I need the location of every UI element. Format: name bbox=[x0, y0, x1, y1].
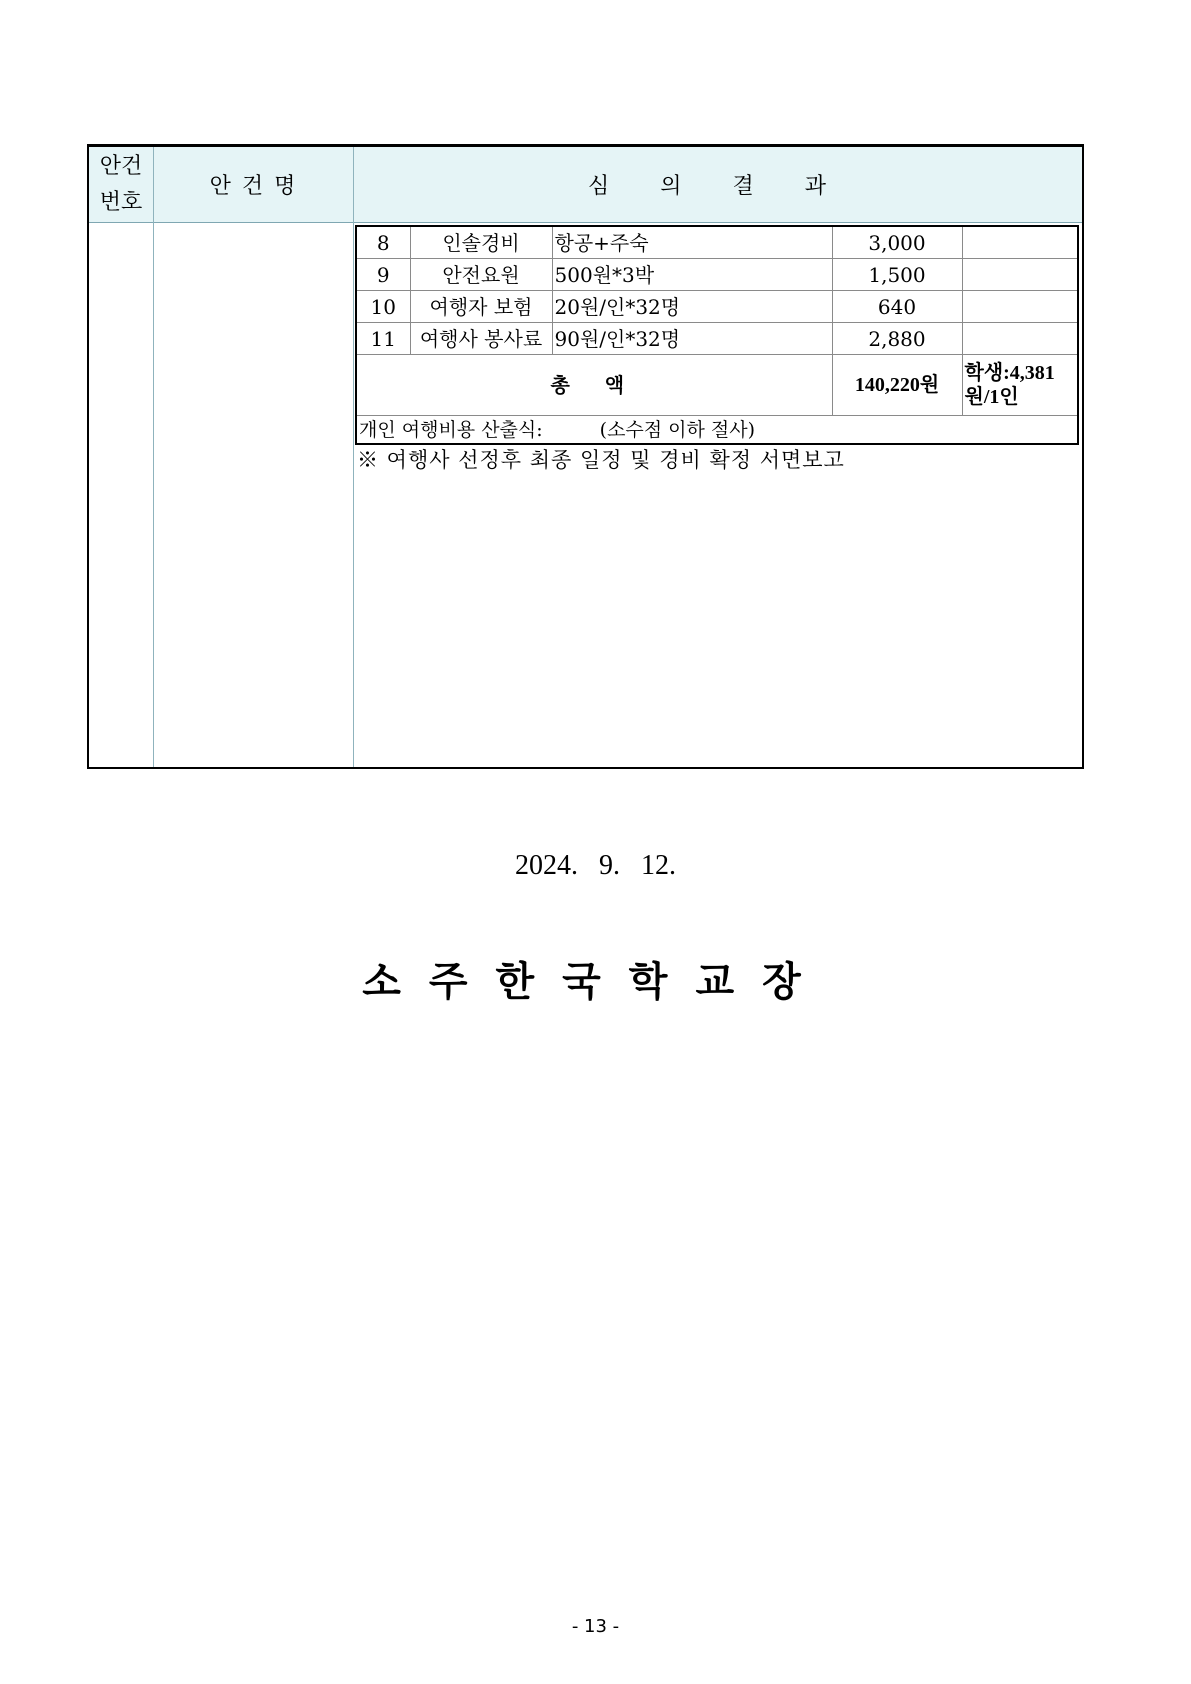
table-row bbox=[356, 323, 1078, 355]
report-note: ※ 여행사 선정후 최종 일정 및 경비 확정 서면보고 bbox=[357, 448, 845, 472]
header-deliberation-result: 심 의 결 과 bbox=[588, 174, 848, 199]
total-row bbox=[356, 355, 1078, 416]
row-note bbox=[962, 323, 1078, 355]
row-detail: 500원*3박 bbox=[552, 259, 832, 291]
row-detail: 항공+주숙 bbox=[552, 226, 832, 259]
cost-breakdown-table bbox=[355, 225, 1079, 445]
row-note bbox=[962, 259, 1078, 291]
header-agenda-name: 안 건 명 bbox=[209, 174, 298, 199]
row-number: 8 bbox=[356, 226, 410, 259]
formula-row bbox=[356, 416, 1078, 444]
row-item: 안전요원 bbox=[410, 259, 552, 291]
row-detail: 90원/인*32명 bbox=[552, 323, 832, 355]
row-amount: 2,880 bbox=[832, 323, 962, 355]
table-row bbox=[356, 259, 1078, 291]
header-agenda-number-line1: 안건 bbox=[99, 153, 143, 179]
column-divider bbox=[353, 147, 354, 767]
header-agenda-number bbox=[89, 147, 153, 222]
row-number: 10 bbox=[356, 291, 410, 323]
cost-formula: 개인 여행비용 산출식: (소수점 이하 절사) bbox=[356, 416, 1078, 444]
page-number: - 13 - bbox=[571, 1616, 620, 1637]
row-item: 여행자 보험 bbox=[410, 291, 552, 323]
row-item: 여행사 봉사료 bbox=[410, 323, 552, 355]
row-number: 9 bbox=[356, 259, 410, 291]
row-note bbox=[962, 226, 1078, 259]
row-note bbox=[962, 291, 1078, 323]
row-item: 인솔경비 bbox=[410, 226, 552, 259]
total-amount: 140,220원 bbox=[832, 355, 962, 416]
table-row bbox=[356, 226, 1078, 259]
principal-signature: 소주한국학교장 bbox=[362, 958, 829, 1005]
document-date: 2024. 9. 12. bbox=[515, 850, 676, 881]
row-amount: 640 bbox=[832, 291, 962, 323]
row-detail: 20원/인*32명 bbox=[552, 291, 832, 323]
column-divider bbox=[153, 147, 154, 767]
row-amount: 1,500 bbox=[832, 259, 962, 291]
per-student-cost: 학생:4,381원/1인 bbox=[962, 355, 1078, 416]
table-row bbox=[356, 291, 1078, 323]
row-amount: 3,000 bbox=[832, 226, 962, 259]
row-number: 11 bbox=[356, 323, 410, 355]
total-label: 총 액 bbox=[356, 355, 832, 416]
header-agenda-number-line2: 번호 bbox=[99, 189, 143, 215]
